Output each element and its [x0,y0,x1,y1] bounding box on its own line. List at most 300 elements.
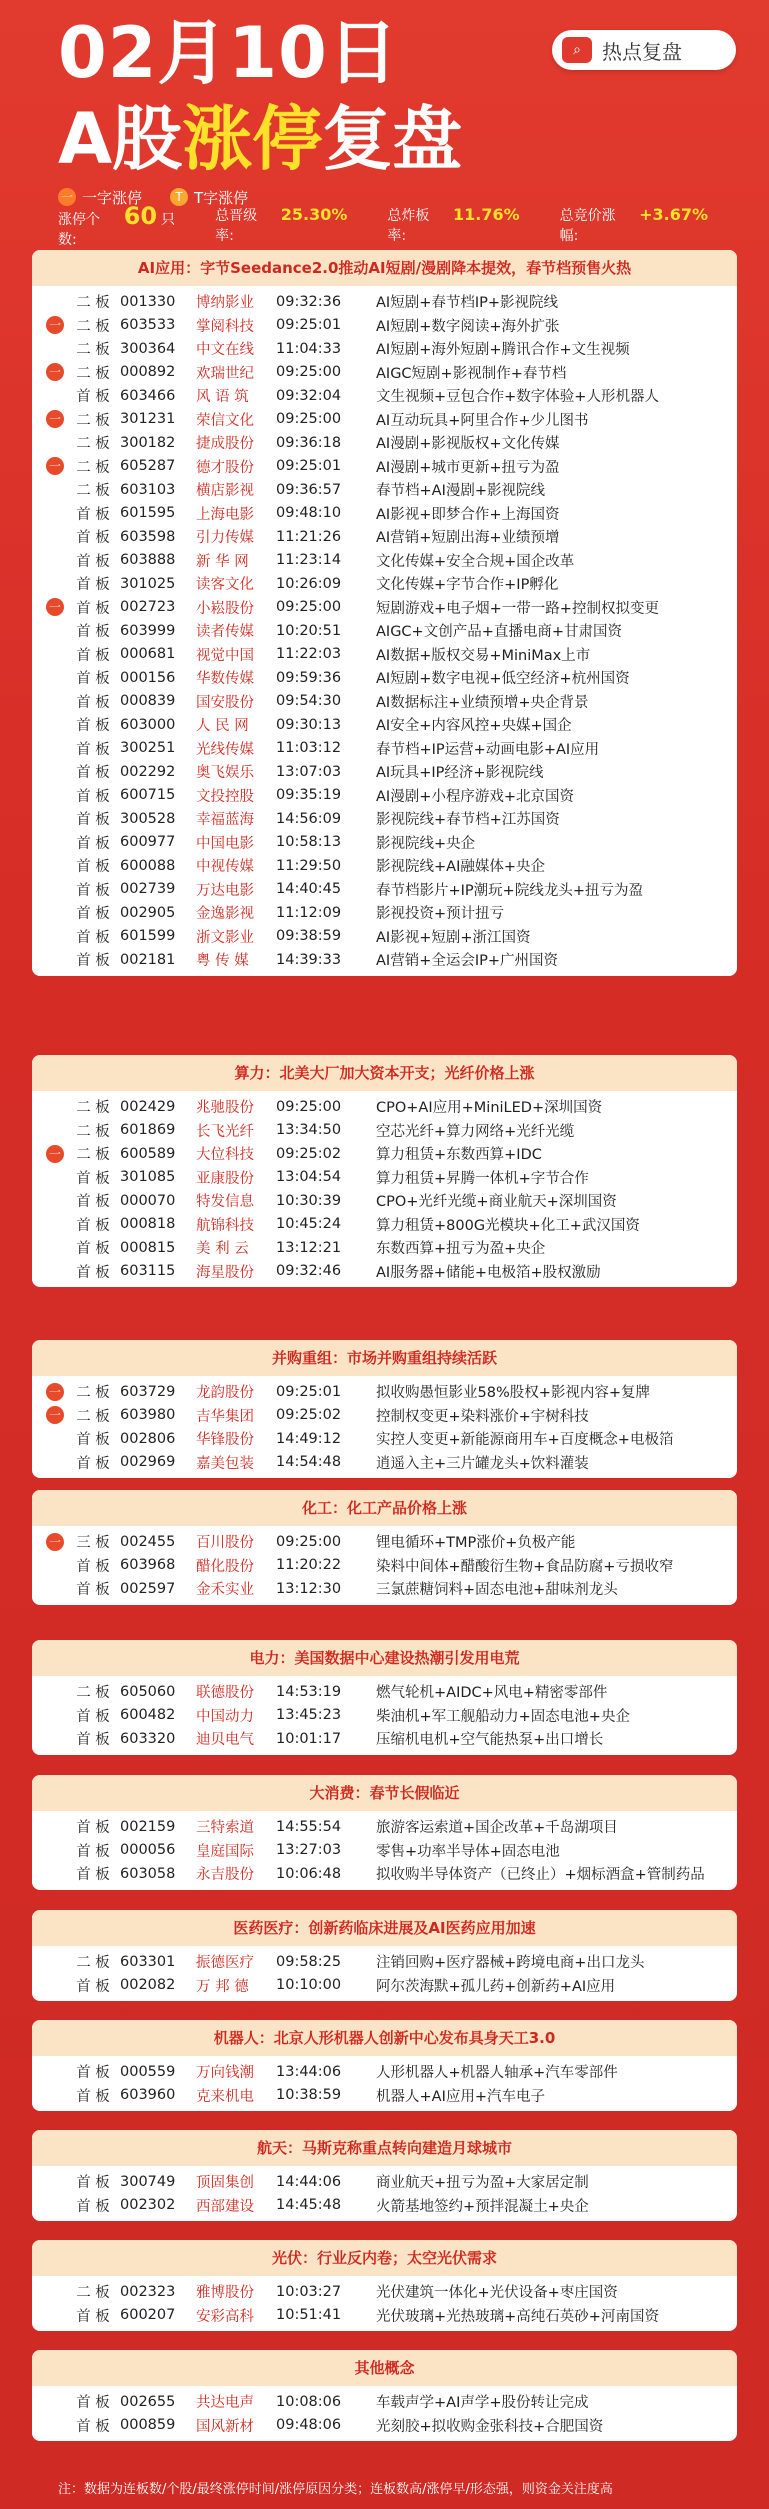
stock-name[interactable]: 华数传媒 [196,671,254,688]
stock-name[interactable]: 光线传媒 [196,741,254,758]
stock-code[interactable]: 002302 [120,2197,176,2214]
limit-time: 09:35:19 [276,787,342,804]
stock-row[interactable] [32,807,737,831]
limit-reason: AI漫剧+小程序游戏+北京国资 [376,788,574,805]
legend-label: T字涨停 [194,188,249,207]
stock-code[interactable]: 601869 [120,1122,176,1139]
stat-count [58,202,175,249]
stock-code[interactable]: 600977 [120,834,176,851]
board-count: 二 板 [76,483,110,500]
stock-name[interactable]: 风 语 筑 [196,389,249,406]
stock-row[interactable] [32,1451,737,1475]
stock-code[interactable]: 603999 [120,622,176,639]
stock-row[interactable] [32,1142,737,1166]
board-count: 首 板 [76,553,110,570]
section-card [32,1490,737,1605]
limit-reason: 光伏建筑一体化+光伏设备+枣庄国资 [376,2285,618,2302]
stock-row[interactable] [32,831,737,855]
board-count: 首 板 [76,718,110,735]
stock-name[interactable]: 国风新材 [196,2418,254,2435]
blank-icon [46,927,64,945]
stock-row[interactable] [32,690,737,714]
stock-row[interactable] [32,2170,737,2194]
limit-time: 09:25:02 [276,1407,342,1424]
stock-code[interactable]: 000156 [120,669,176,686]
stock-code[interactable]: 603103 [120,481,176,498]
stock-row[interactable] [32,290,737,314]
blank-icon [46,1683,64,1701]
board-count: 首 板 [76,2175,110,2192]
stock-name[interactable]: 视觉中国 [196,647,254,664]
stock-row[interactable] [32,572,737,596]
yi-limit-icon: 一 [58,188,76,206]
stock-row[interactable] [32,1260,737,1284]
stock-name[interactable]: 特发信息 [196,1194,254,1211]
stat-amp [560,205,708,245]
stock-row[interactable] [32,1380,737,1404]
stock-code[interactable]: 002159 [120,1818,176,1835]
stock-row[interactable] [32,1213,737,1237]
stock-name[interactable]: 捷成股份 [196,436,254,453]
stat-value: 25.30% [280,205,348,224]
stock-name[interactable]: 中国动力 [196,1708,254,1725]
stock-code[interactable]: 300364 [120,340,176,357]
stock-code[interactable]: 603968 [120,1557,176,1574]
limit-reason: AI短剧+海外短剧+腾讯合作+文生视频 [376,342,630,359]
stock-code[interactable]: 605060 [120,1683,176,1700]
stock-name[interactable]: 安彩高科 [196,2308,254,2325]
board-count: 二 板 [76,412,110,429]
blank-icon [46,1706,64,1724]
stock-code[interactable]: 000815 [120,1239,176,1256]
stock-code[interactable]: 000892 [120,364,176,381]
stock-name[interactable]: 新 华 网 [196,553,249,570]
stock-name[interactable]: 海星股份 [196,1264,254,1281]
stock-name[interactable]: 幸福蓝海 [196,812,254,829]
board-count: 首 板 [76,1432,110,1449]
stock-name[interactable]: 德才股份 [196,459,254,476]
stock-name[interactable]: 文投控股 [196,788,254,805]
limit-reason: 车载声学+AI声学+股份转让完成 [376,2395,589,2412]
board-count: 首 板 [76,906,110,923]
stock-code[interactable]: 300528 [120,810,176,827]
stock-code[interactable]: 603533 [120,317,176,334]
blank-icon [46,434,64,452]
board-count: 首 板 [76,882,110,899]
stock-code[interactable]: 603598 [120,528,176,545]
stock-code[interactable]: 002905 [120,904,176,921]
stock-row[interactable] [32,2084,737,2108]
stock-code[interactable]: 603301 [120,1953,176,1970]
stock-code[interactable]: 301025 [120,575,176,592]
stock-name[interactable]: 兆驰股份 [196,1100,254,1117]
stock-list [32,2276,737,2331]
blank-icon [46,1098,64,1116]
title-suffix: 复盘 [322,98,463,180]
stock-code[interactable]: 002969 [120,1454,176,1471]
stock-name[interactable]: 皇庭国际 [196,1843,254,1860]
board-count: 二 板 [76,295,110,312]
stock-name[interactable]: 龙韵股份 [196,1385,254,1402]
limit-time: 09:48:06 [276,2417,342,2434]
stock-code[interactable]: 600207 [120,2307,176,2324]
board-count: 二 板 [76,1385,110,1402]
stock-row[interactable] [32,478,737,502]
stock-name[interactable]: 读客文化 [196,577,254,594]
stock-code[interactable]: 000839 [120,693,176,710]
stock-code[interactable]: 002806 [120,1430,176,1447]
stock-code[interactable]: 603960 [120,2087,176,2104]
stock-row[interactable] [32,619,737,643]
limit-time: 10:10:00 [276,1977,342,1994]
limit-time: 13:12:30 [276,1580,342,1597]
limit-time: 14:44:06 [276,2173,342,2190]
board-count: 二 板 [76,1123,110,1140]
stock-name[interactable]: 中国电影 [196,835,254,852]
stock-row[interactable] [32,2060,737,2084]
section-title: 机器人：北京人形机器人创新中心发布具身天工3.0 [32,2020,737,2056]
stock-row[interactable] [32,1166,737,1190]
stock-name[interactable]: 引力传媒 [196,530,254,547]
limit-time: 09:25:00 [276,1098,342,1115]
blank-icon [46,2416,64,2434]
stock-code[interactable]: 002323 [120,2283,176,2300]
stock-code[interactable]: 605287 [120,458,176,475]
stock-code[interactable]: 002723 [120,599,176,616]
stock-name[interactable]: 小崧股份 [196,600,254,617]
limit-reason: AI影视+短剧+浙江国资 [376,929,531,946]
stock-row[interactable] [32,2390,737,2414]
limit-reason: AIGC短剧+影视制作+春节档 [376,365,567,382]
stock-name[interactable]: 美 利 云 [196,1241,249,1258]
stock-row[interactable] [32,901,737,925]
stock-code[interactable]: 600088 [120,857,176,874]
stock-row[interactable] [32,525,737,549]
stock-code[interactable]: 000681 [120,646,176,663]
section-title: AI应用：字节Seedance2.0推动AI短剧/漫剧降本提效，春节档预售火热 [32,250,737,286]
stock-row[interactable] [32,455,737,479]
limit-reason: 光伏玻璃+光热玻璃+高纯石英砂+河南国资 [376,2308,659,2325]
stock-row[interactable] [32,1404,737,1428]
stock-row[interactable] [32,596,737,620]
stock-name[interactable]: 横店影视 [196,483,254,500]
title-prefix: A股 [58,98,183,180]
stock-name[interactable]: 掌阅科技 [196,318,254,335]
stock-name[interactable]: 亚康股份 [196,1170,254,1187]
stat-label: 总晋级率: [215,208,258,244]
blank-icon [46,1730,64,1748]
stock-name[interactable]: 航锦科技 [196,1217,254,1234]
stock-code[interactable]: 000056 [120,1842,176,1859]
stock-code[interactable]: 603980 [120,1407,176,1424]
limit-reason: 锂电循环+TMP涨价+负极产能 [376,1535,576,1552]
blank-icon [46,551,64,569]
stock-code[interactable]: 603466 [120,387,176,404]
section-card [32,1775,737,1890]
stock-name[interactable]: 国安股份 [196,694,254,711]
board-count: 首 板 [76,1843,110,1860]
stock-code[interactable]: 300251 [120,740,176,757]
board-count: 首 板 [76,389,110,406]
stock-row[interactable] [32,1119,737,1143]
stock-name[interactable]: 振德医疗 [196,1955,254,1972]
stock-code[interactable]: 601599 [120,928,176,945]
stock-code[interactable]: 000070 [120,1192,176,1209]
stat-value: +3.67% [639,205,708,224]
stock-row[interactable] [32,431,737,455]
yi-limit-icon: 一 [46,1383,64,1401]
stock-row[interactable] [32,1839,737,1863]
blank-icon [46,1215,64,1233]
yi-limit-icon: 一 [46,1533,64,1551]
board-count: 首 板 [76,1558,110,1575]
stock-name[interactable]: 欢瑞世纪 [196,365,254,382]
yi-limit-icon: 一 [46,1145,64,1163]
stock-code[interactable]: 601595 [120,505,176,522]
limit-time: 13:34:50 [276,1122,342,1139]
stock-row[interactable] [32,925,737,949]
limit-time: 13:12:21 [276,1239,342,1256]
stock-row[interactable] [32,1680,737,1704]
limit-reason: 春节档影片+IP潮玩+院线龙头+扭亏为盈 [376,882,643,899]
limit-time: 11:29:50 [276,857,342,874]
stock-code[interactable]: 600715 [120,787,176,804]
stock-code[interactable]: 301231 [120,411,176,428]
limit-reason: 算力租赁+800G光模块+化工+武汉国资 [376,1217,640,1234]
stat-break [387,205,519,245]
stock-row[interactable] [32,854,737,878]
stock-name[interactable]: 雅博股份 [196,2285,254,2302]
stock-list [32,1526,737,1605]
blank-icon [46,1453,64,1471]
stock-row[interactable] [32,1554,737,1578]
limit-time: 14:55:54 [276,1818,342,1835]
stock-row[interactable] [32,1974,737,1998]
limit-reason: 文化传媒+安全合规+国企改革 [376,553,575,570]
blank-icon [46,2306,64,2324]
stock-row[interactable] [32,1236,737,1260]
stock-row[interactable] [32,1427,737,1451]
blank-icon [46,786,64,804]
stock-name[interactable]: 吉华集团 [196,1408,254,1425]
stock-row[interactable] [32,2280,737,2304]
stock-row[interactable] [32,549,737,573]
stock-code[interactable]: 603320 [120,1730,176,1747]
stock-row[interactable] [32,1862,737,1886]
stock-name[interactable]: 浙文影业 [196,929,254,946]
stock-code[interactable]: 002181 [120,951,176,968]
stock-code[interactable]: 002739 [120,881,176,898]
stock-code[interactable]: 000818 [120,1216,176,1233]
stock-name[interactable]: 金禾实业 [196,1582,254,1599]
stock-code[interactable]: 002429 [120,1098,176,1115]
stock-row[interactable] [32,1815,737,1839]
stock-name[interactable]: 万向钱潮 [196,2065,254,2082]
stock-name[interactable]: 共达电声 [196,2395,254,2412]
stock-name[interactable]: 大位科技 [196,1147,254,1164]
limit-time: 09:25:02 [276,1145,342,1162]
limit-reason: AI营销+短剧出海+业绩预增 [376,530,560,547]
stock-name[interactable]: 上海电影 [196,506,254,523]
stock-name[interactable]: 华锋股份 [196,1432,254,1449]
stock-name[interactable]: 醋化股份 [196,1558,254,1575]
section-title: 医药医疗：创新药临床进展及AI医药应用加速 [32,1910,737,1946]
stock-code[interactable]: 603729 [120,1383,176,1400]
stock-code[interactable]: 001330 [120,293,176,310]
limit-time: 13:44:06 [276,2063,342,2080]
stock-code[interactable]: 603058 [120,1865,176,1882]
stock-name[interactable]: 联德股份 [196,1685,254,1702]
stock-code[interactable]: 603888 [120,552,176,569]
limit-time: 14:54:48 [276,1454,342,1471]
stock-code[interactable]: 600589 [120,1145,176,1162]
blank-icon [46,528,64,546]
stock-row[interactable] [32,1530,737,1554]
limit-time: 10:03:27 [276,2283,342,2300]
limit-time: 14:39:33 [276,951,342,968]
stock-row[interactable] [32,2414,737,2438]
hot-review-search-button[interactable] [552,30,736,70]
stock-name[interactable]: 永吉股份 [196,1867,254,1884]
section-title: 化工：化工产品价格上涨 [32,1490,737,1526]
stock-row[interactable] [32,314,737,338]
stock-list [32,1376,737,1478]
stock-name[interactable]: 嘉美包装 [196,1455,254,1472]
stock-name[interactable]: 博纳影业 [196,295,254,312]
stock-code[interactable]: 002455 [120,1533,176,1550]
limit-time: 11:20:22 [276,1557,342,1574]
stock-code[interactable]: 000559 [120,2063,176,2080]
stock-row[interactable] [32,643,737,667]
stock-row[interactable] [32,1095,737,1119]
stock-code[interactable]: 301085 [120,1169,176,1186]
stock-row[interactable] [32,384,737,408]
blank-icon [46,2173,64,2191]
stock-name[interactable]: 奥飞娱乐 [196,765,254,782]
stock-name[interactable]: 粤 传 媒 [196,953,249,970]
board-count: 三 板 [76,1535,110,1552]
stock-row[interactable] [32,713,737,737]
limit-reason: 人形机器人+机器人轴承+汽车零部件 [376,2065,618,2082]
blank-icon [46,1818,64,1836]
section-title: 并购重组：市场并购重组持续活跃 [32,1340,737,1376]
yi-limit-icon: 一 [46,363,64,381]
stock-list [32,1676,737,1755]
stock-name[interactable]: 万达电影 [196,882,254,899]
limit-time: 09:25:01 [276,1383,342,1400]
stock-name[interactable]: 百川股份 [196,1535,254,1552]
stock-code[interactable]: 603115 [120,1263,176,1280]
limit-time: 09:32:04 [276,387,342,404]
stock-row[interactable] [32,2304,737,2328]
stock-name[interactable]: 中视传媒 [196,859,254,876]
stock-name[interactable]: 荣信文化 [196,412,254,429]
stock-row[interactable] [32,1950,737,1974]
stock-row[interactable] [32,361,737,385]
board-count: 首 板 [76,2308,110,2325]
limit-time: 09:38:59 [276,928,342,945]
stock-name[interactable]: 长飞光纤 [196,1123,254,1140]
stock-name[interactable]: 克来机电 [196,2088,254,2105]
limit-time: 10:01:17 [276,1730,342,1747]
stock-code[interactable]: 300749 [120,2173,176,2190]
blank-icon [46,1841,64,1859]
limit-time: 14:40:45 [276,881,342,898]
board-count: 二 板 [76,1408,110,1425]
stock-name[interactable]: 中文在线 [196,342,254,359]
stock-list [32,1811,737,1890]
yi-limit-icon: 一 [46,410,64,428]
board-count: 首 板 [76,2395,110,2412]
limit-time: 09:58:25 [276,1953,342,1970]
stock-row[interactable] [32,502,737,526]
blank-icon [46,739,64,757]
stock-row[interactable] [32,784,737,808]
stock-code[interactable]: 002082 [120,1977,176,1994]
stock-name[interactable]: 三特索道 [196,1820,254,1837]
blank-icon [46,575,64,593]
stock-row[interactable] [32,1577,737,1601]
stock-row[interactable] [32,1727,737,1751]
stock-name[interactable]: 万 邦 德 [196,1978,249,1995]
section-card [32,2240,737,2331]
stock-row[interactable] [32,2194,737,2218]
limit-reason: 算力租赁+昇腾一体机+字节合作 [376,1170,589,1187]
board-count: 二 板 [76,365,110,382]
stock-row[interactable] [32,337,737,361]
stock-row[interactable] [32,760,737,784]
stock-name[interactable]: 读者传媒 [196,624,254,641]
limit-reason: 零售+功率半导体+固态电池 [376,1843,560,1860]
stock-code[interactable]: 002597 [120,1580,176,1597]
limit-time: 09:25:00 [276,599,342,616]
limit-reason: AI影视+即梦合作+上海国资 [376,506,560,523]
limit-time: 11:21:26 [276,528,342,545]
stock-code[interactable]: 603000 [120,716,176,733]
stock-code[interactable]: 000859 [120,2417,176,2434]
stock-row[interactable] [32,1704,737,1728]
stock-code[interactable]: 300182 [120,434,176,451]
stock-name[interactable]: 人 民 网 [196,718,249,735]
stock-name[interactable]: 顶固集创 [196,2175,254,2192]
stock-name[interactable]: 迪贝电气 [196,1732,254,1749]
board-count: 首 板 [76,600,110,617]
stock-code[interactable]: 002292 [120,763,176,780]
stock-name[interactable]: 金逸影视 [196,906,254,923]
stock-row[interactable] [32,737,737,761]
stock-row[interactable] [32,666,737,690]
board-count: 首 板 [76,1241,110,1258]
stock-row[interactable] [32,408,737,432]
section-card [32,1340,737,1478]
limit-reason: 东数西算+扭亏为盈+央企 [376,1241,546,1258]
blank-icon [46,1121,64,1139]
stat-label: 总竞价涨幅: [559,208,616,244]
stock-code[interactable]: 002655 [120,2393,176,2410]
stock-row[interactable] [32,878,737,902]
limit-reason: 燃气轮机+AIDC+风电+精密零部件 [376,1685,608,1702]
stock-name[interactable]: 西部建设 [196,2198,254,2215]
stock-row[interactable] [32,1189,737,1213]
limit-time: 14:56:09 [276,810,342,827]
board-count: 二 板 [76,1147,110,1164]
footer-note: 注：数据为连板数/个股/最终涨停时间/涨停原因分类；连板数高/涨停早/形态强，则资金关注度高 [58,2482,613,2497]
stock-row[interactable] [32,948,737,972]
stock-code[interactable]: 600482 [120,1707,176,1724]
limit-time: 09:25:00 [276,1533,342,1550]
limit-time: 13:45:23 [276,1707,342,1724]
board-count: 首 板 [76,530,110,547]
